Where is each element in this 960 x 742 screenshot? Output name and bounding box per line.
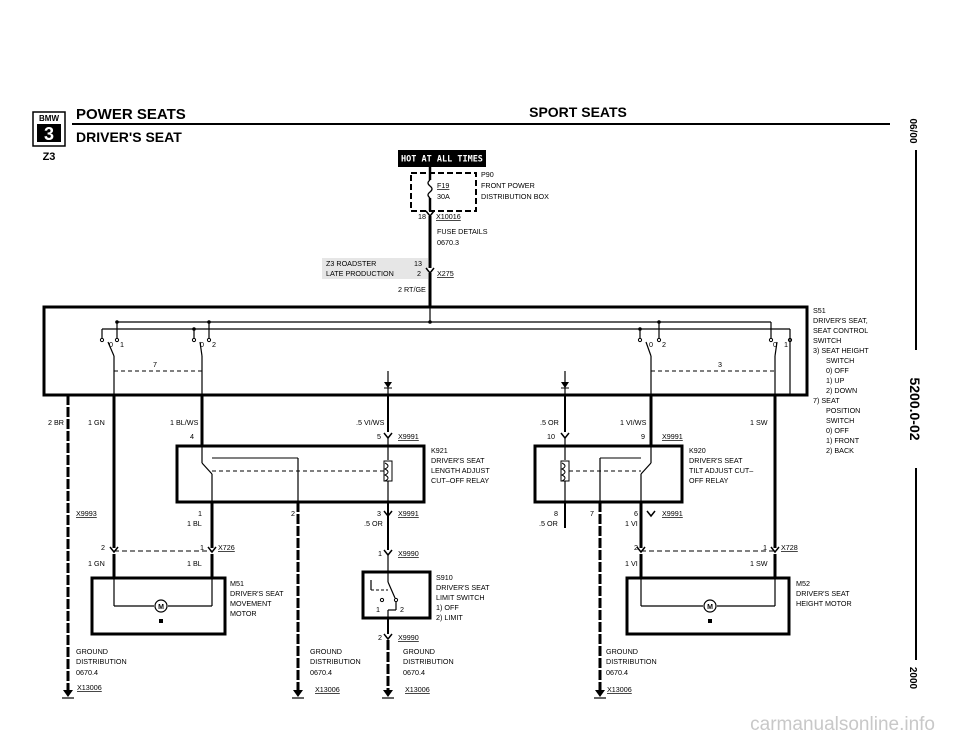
m51-motor <box>92 578 284 634</box>
p90-name1: FRONT POWER <box>481 181 535 190</box>
s51-sw7b-off: 0 <box>200 340 204 349</box>
variant-connector: X275 <box>437 269 454 278</box>
k921-pin-1: 1 <box>198 509 202 518</box>
m52-motor-symbol: M <box>707 604 713 611</box>
wire-1sw-b: 1 SW <box>750 559 768 568</box>
s51-sw7b-pos: 2 <box>212 340 216 349</box>
x728-connector <box>625 543 798 568</box>
s51-line: DRIVER'S SEAT, <box>813 316 868 325</box>
s51-box <box>44 307 807 395</box>
s51-line: SWITCH <box>813 336 842 345</box>
hot-label: HOT AT ALL TIMES <box>401 154 483 165</box>
k920-line: OFF RELAY <box>689 476 729 485</box>
m52-line: HEIGHT MOTOR <box>796 599 852 608</box>
s51-line: POSITION <box>826 406 861 415</box>
diode-icon <box>384 382 392 388</box>
side-date: 06/00 <box>907 118 918 144</box>
m52-line: DRIVER'S SEAT <box>796 589 850 598</box>
s51-sw3b-pos: 1 <box>784 340 788 349</box>
s910-pin-bot: 2 <box>378 633 382 642</box>
wire-1bl-b: 1 BL <box>187 559 202 568</box>
variant-line2: LATE PRODUCTION <box>326 269 394 278</box>
wire-1bl-a: 1 BL <box>187 519 202 528</box>
s51-switch <box>44 306 869 455</box>
k920-box <box>535 446 682 502</box>
m51-line: M51 <box>230 579 244 588</box>
x726-pin-right: 1 <box>200 543 204 552</box>
ground-icon <box>63 690 73 697</box>
side-strip <box>904 112 928 696</box>
ground-line: DISTRIBUTION <box>76 657 127 666</box>
connector-icon <box>561 433 569 438</box>
k920-line: DRIVER'S SEAT <box>689 456 743 465</box>
p90-id: P90 <box>481 170 494 179</box>
k920-line: TILT ADJUST CUT– <box>689 466 754 475</box>
ground-connector: X13006 <box>607 685 632 694</box>
k920-pin-in-left: 10 <box>547 432 555 441</box>
ground-line: DISTRIBUTION <box>310 657 361 666</box>
s51-sw3b-off: 0 <box>773 340 777 349</box>
fuse-id: F19 <box>437 181 450 190</box>
s51-sw7a-off: 0 <box>109 340 113 349</box>
ground-3 <box>382 647 454 698</box>
p90-connector: X10016 <box>436 212 461 221</box>
connector-icon <box>647 511 655 516</box>
ground-line: GROUND <box>606 647 638 656</box>
ground-line: 0670.4 <box>76 668 98 677</box>
side-doc-number: 5200.0-02 <box>907 377 923 441</box>
watermark: carmanualsonline.info <box>750 714 935 735</box>
k920-pin-in-right: 9 <box>641 432 645 441</box>
m51-line: MOTOR <box>230 609 257 618</box>
ground-connector: X13006 <box>405 685 430 694</box>
wire-1vi-a: 1 VI <box>625 519 638 528</box>
feed-wire-label: 2 RT/GE <box>398 285 426 294</box>
ground-2 <box>292 647 361 698</box>
s910-box <box>363 572 430 618</box>
s910-pos2: 2 <box>400 605 404 614</box>
k920-pin-7: 7 <box>590 509 594 518</box>
wire-1gn: 1 GN <box>88 418 105 427</box>
x728-pin-right: 1 <box>763 543 767 552</box>
p90-name2: DISTRIBUTION BOX <box>481 192 549 201</box>
s51-line: S51 <box>813 306 826 315</box>
fuse-details-1: FUSE DETAILS <box>437 227 488 236</box>
s51-line: 2) DOWN <box>826 386 858 395</box>
wire-5or: .5 OR <box>540 418 559 427</box>
k921-line: CUT–OFF RELAY <box>431 476 490 485</box>
k921-line: K921 <box>431 446 448 455</box>
ground-line: 0670.4 <box>403 668 425 677</box>
s51-line: SWITCH <box>826 416 855 425</box>
s51-description <box>813 306 869 455</box>
connector-icon <box>384 634 392 639</box>
k921-pin-in-left: 4 <box>190 432 194 441</box>
k921-connector-bot: X9991 <box>398 509 419 518</box>
s910-line: 1) OFF <box>436 603 459 612</box>
k921-relay <box>177 432 490 518</box>
model-name: Z3 <box>42 151 56 163</box>
wire-5viws: .5 VI/WS <box>356 418 385 427</box>
fuse-amps: 30A <box>437 192 450 201</box>
s910-line: DRIVER'S SEAT <box>436 583 490 592</box>
fuse-icon <box>428 180 432 198</box>
s910-line: 2) LIMIT <box>436 613 463 622</box>
ground-icon <box>293 690 303 697</box>
m52-motor <box>627 578 852 634</box>
s51-sw3a-off: 0 <box>649 340 653 349</box>
wire-1viws: 1 VI/WS <box>620 418 647 427</box>
s51-sw3a-pos: 2 <box>662 340 666 349</box>
x9993-label: X9993 <box>76 509 97 518</box>
k920-line: K920 <box>689 446 706 455</box>
ground-line: GROUND <box>76 647 108 656</box>
s910-line: LIMIT SWITCH <box>436 593 485 602</box>
fuse-details-2: 0670.3 <box>437 238 459 247</box>
side-year: 2000 <box>907 666 918 690</box>
x726-pin-left: 2 <box>101 543 105 552</box>
s51-line: 1) FRONT <box>826 436 860 445</box>
s910-connector-bot: X9990 <box>398 633 419 642</box>
s51-line: 2) BACK <box>826 446 854 455</box>
ground-line: GROUND <box>310 647 342 656</box>
section-title: SPORT SEATS <box>529 104 627 120</box>
variant-line1: Z3 ROADSTER <box>326 259 377 268</box>
k921-connector-top: X9991 <box>398 432 419 441</box>
x728-label: X728 <box>781 543 798 552</box>
ground-icon <box>595 690 605 697</box>
s910-line: S910 <box>436 573 453 582</box>
p90-pin: 18 <box>418 212 426 221</box>
wire-5or-c: .5 OR <box>539 519 558 528</box>
wire-1blws: 1 BL/WS <box>170 418 199 427</box>
wire-1sw: 1 SW <box>750 418 768 427</box>
s51-sw7a-pos: 1 <box>120 340 124 349</box>
s910-pin-top: 1 <box>378 549 382 558</box>
ground-line: DISTRIBUTION <box>403 657 454 666</box>
k921-pin-2: 2 <box>291 509 295 518</box>
k920-relay <box>535 432 753 518</box>
ground-line: 0670.4 <box>606 668 628 677</box>
wire-1vi-b: 1 VI <box>625 559 638 568</box>
wire-labels <box>48 418 768 427</box>
ground-connector: X13006 <box>315 685 340 694</box>
k921-pin-in-right: 5 <box>377 432 381 441</box>
ground-connector: X13006 <box>77 683 102 692</box>
s51-line: 7) SEAT <box>813 396 840 405</box>
brand-badge: BMW <box>39 114 59 123</box>
s51-line: 0) OFF <box>826 366 849 375</box>
connector-icon <box>384 433 392 438</box>
m52-line: M52 <box>796 579 810 588</box>
m51-motor-symbol: M <box>158 604 164 611</box>
k921-pin-3: 3 <box>377 509 381 518</box>
ground-line: GROUND <box>403 647 435 656</box>
s51-line: SWITCH <box>826 356 855 365</box>
k921-line: DRIVER'S SEAT <box>431 456 485 465</box>
k920-connector-top: X9991 <box>662 432 683 441</box>
s51-line: 0) OFF <box>826 426 849 435</box>
power-feed <box>322 150 549 307</box>
wire-2br: 2 BR <box>48 418 64 427</box>
wire-5or-b: .5 OR <box>364 519 383 528</box>
variant-pin-a: 13 <box>414 259 422 268</box>
x728-pin-left: 2 <box>634 543 638 552</box>
ground-line: 0670.4 <box>310 668 332 677</box>
k920-pin-8: 8 <box>554 509 558 518</box>
m51-line: DRIVER'S SEAT <box>230 589 284 598</box>
variant-pin-b: 2 <box>417 269 421 278</box>
ground-line: DISTRIBUTION <box>606 657 657 666</box>
s51-sub7: 7 <box>153 360 157 369</box>
ground-1 <box>62 647 127 698</box>
s51-line: SEAT CONTROL <box>813 326 869 335</box>
s910-connector-top: X9990 <box>398 549 419 558</box>
series-badge: 3 <box>43 124 55 144</box>
page-subtitle: DRIVER'S SEAT <box>76 129 182 145</box>
connector-icon <box>384 550 392 555</box>
s910-switch <box>363 549 490 642</box>
wire-1gn-b: 1 GN <box>88 559 105 568</box>
ground-icon <box>383 690 393 697</box>
page-title: POWER SEATS <box>76 106 186 123</box>
k920-connector-bot: X9991 <box>662 509 683 518</box>
x726-label: X726 <box>218 543 235 552</box>
s51-line: 3) SEAT HEIGHT <box>813 346 869 355</box>
diode-icon <box>561 382 569 388</box>
s51-line: 1) UP <box>826 376 845 385</box>
s910-pos1: 1 <box>376 605 380 614</box>
k920-pin-6: 6 <box>634 509 638 518</box>
ground-4 <box>594 647 657 698</box>
s51-sub3: 3 <box>718 360 722 369</box>
m51-line: MOVEMENT <box>230 599 272 608</box>
k921-line: LENGTH ADJUST <box>431 466 490 475</box>
